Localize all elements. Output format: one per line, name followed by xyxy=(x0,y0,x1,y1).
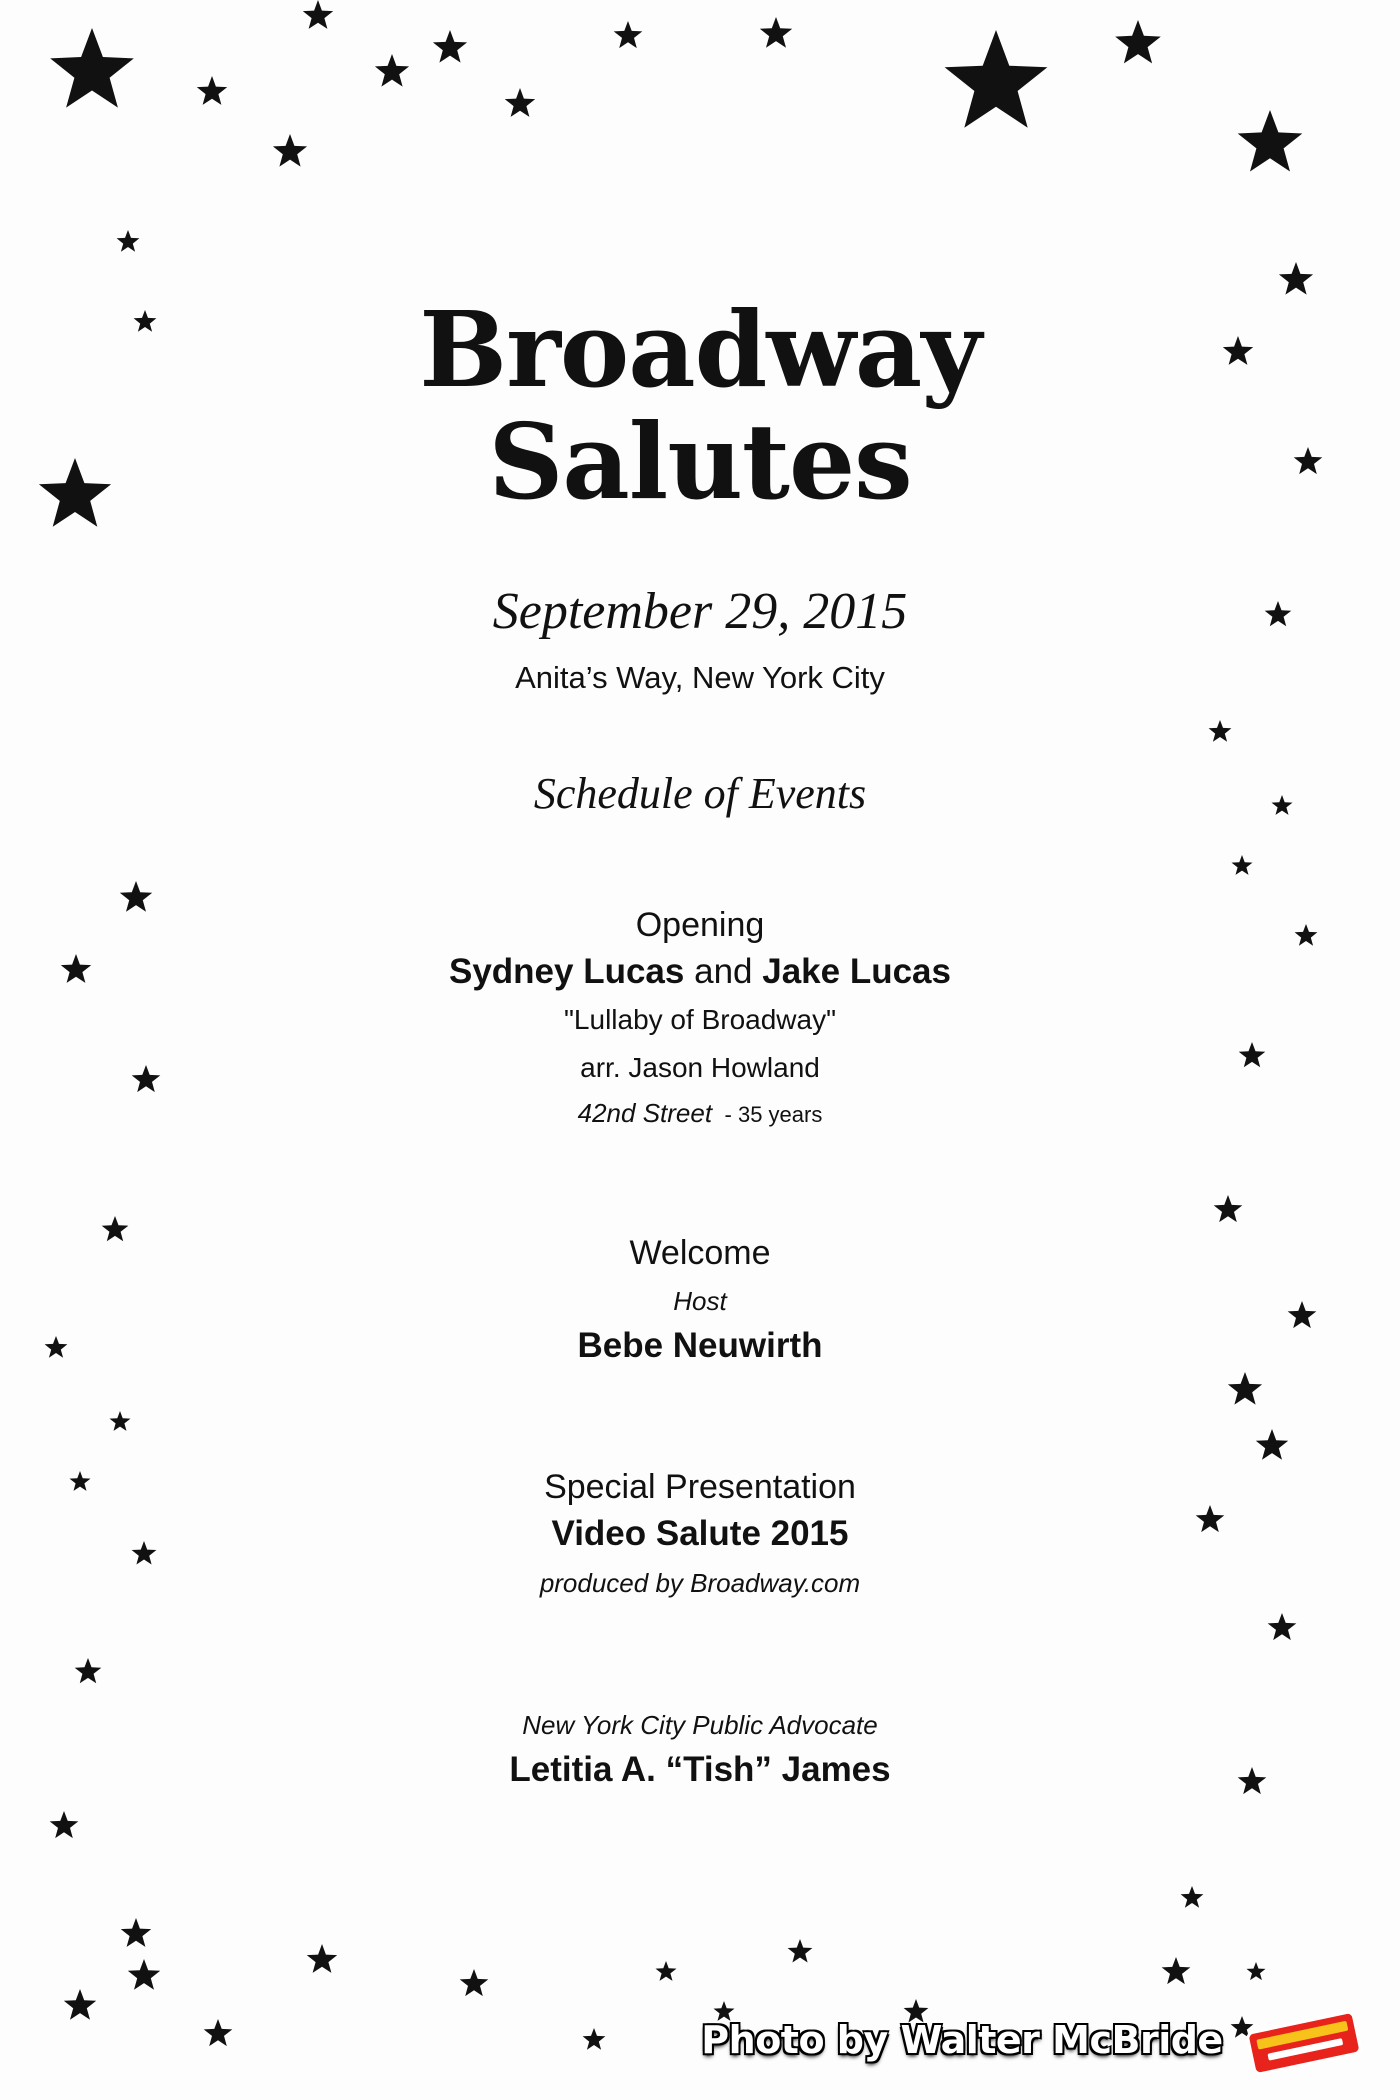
performer-1: Sydney Lucas xyxy=(448,952,685,991)
star-icon xyxy=(1238,110,1303,172)
star-icon xyxy=(1209,720,1232,742)
star-icon xyxy=(945,30,1048,128)
star-icon xyxy=(1268,1613,1297,1640)
star-icon xyxy=(307,1944,337,1973)
star-icon xyxy=(128,1959,160,1990)
star-icon xyxy=(1279,262,1313,295)
star-icon xyxy=(50,28,134,108)
star-icon xyxy=(433,30,467,63)
star-icon xyxy=(303,0,333,29)
host-label: Host xyxy=(673,1286,727,1316)
star-icon xyxy=(197,76,227,105)
host-name: Bebe Neuwirth xyxy=(577,1326,823,1365)
schedule-heading: Schedule of Events xyxy=(533,769,867,818)
opening-song: "Lullaby of Broadway" xyxy=(563,1004,837,1035)
special-title: Video Salute 2015 xyxy=(551,1514,849,1553)
star-icon xyxy=(614,21,643,48)
broadway-world-logo-icon xyxy=(1240,2008,1368,2078)
star-icon xyxy=(1256,1429,1288,1460)
star-icon xyxy=(64,1989,96,2020)
star-icon xyxy=(121,1918,151,1947)
star-icon xyxy=(1232,855,1253,875)
star-icon xyxy=(1247,1962,1266,1980)
star-icon xyxy=(583,2028,606,2050)
welcome-heading: Welcome xyxy=(629,1234,771,1272)
star-icon xyxy=(460,1969,489,1996)
special-heading: Special Presentation xyxy=(544,1468,856,1506)
opening-arranger: arr. Jason Howland xyxy=(580,1052,820,1083)
special-credit: produced by Broadway.com xyxy=(539,1568,861,1598)
star-icon xyxy=(375,54,409,87)
event-venue: Anita’s Way, New York City xyxy=(515,660,885,695)
title-line-1: Broadway xyxy=(419,288,981,411)
photo-credit-watermark: Photo by Walter McBride xyxy=(701,2018,1223,2062)
opening-performers xyxy=(0,952,1400,992)
opening-heading: Opening xyxy=(635,906,765,944)
show-title: 42nd Street xyxy=(577,1098,713,1128)
star-icon xyxy=(788,1939,813,1963)
star-icon xyxy=(273,134,307,167)
star-icon xyxy=(50,1811,79,1838)
star-icon xyxy=(204,2019,233,2046)
show-years: - 35 years xyxy=(724,1102,823,1127)
opening-show xyxy=(0,1098,1400,1129)
star-icon xyxy=(505,88,535,117)
event-date: September 29, 2015 xyxy=(492,583,908,640)
star-icon xyxy=(110,1411,131,1431)
star-icon xyxy=(760,17,792,48)
star-icon xyxy=(656,1961,677,1981)
star-icon xyxy=(117,230,140,252)
star-icon xyxy=(1162,1957,1191,1984)
title-line-2: Salutes xyxy=(488,400,912,523)
star-icon xyxy=(75,1658,102,1683)
performer-conjunction: and xyxy=(694,952,753,991)
star-icon xyxy=(1181,1886,1204,1908)
star-icon xyxy=(1228,1372,1262,1405)
advocate-role: New York City Public Advocate xyxy=(522,1710,878,1740)
star-icon xyxy=(1214,1195,1243,1222)
advocate-name: Letitia A. “Tish” James xyxy=(509,1750,891,1789)
star-icon xyxy=(1115,20,1161,63)
performer-2: Jake Lucas xyxy=(762,952,951,991)
